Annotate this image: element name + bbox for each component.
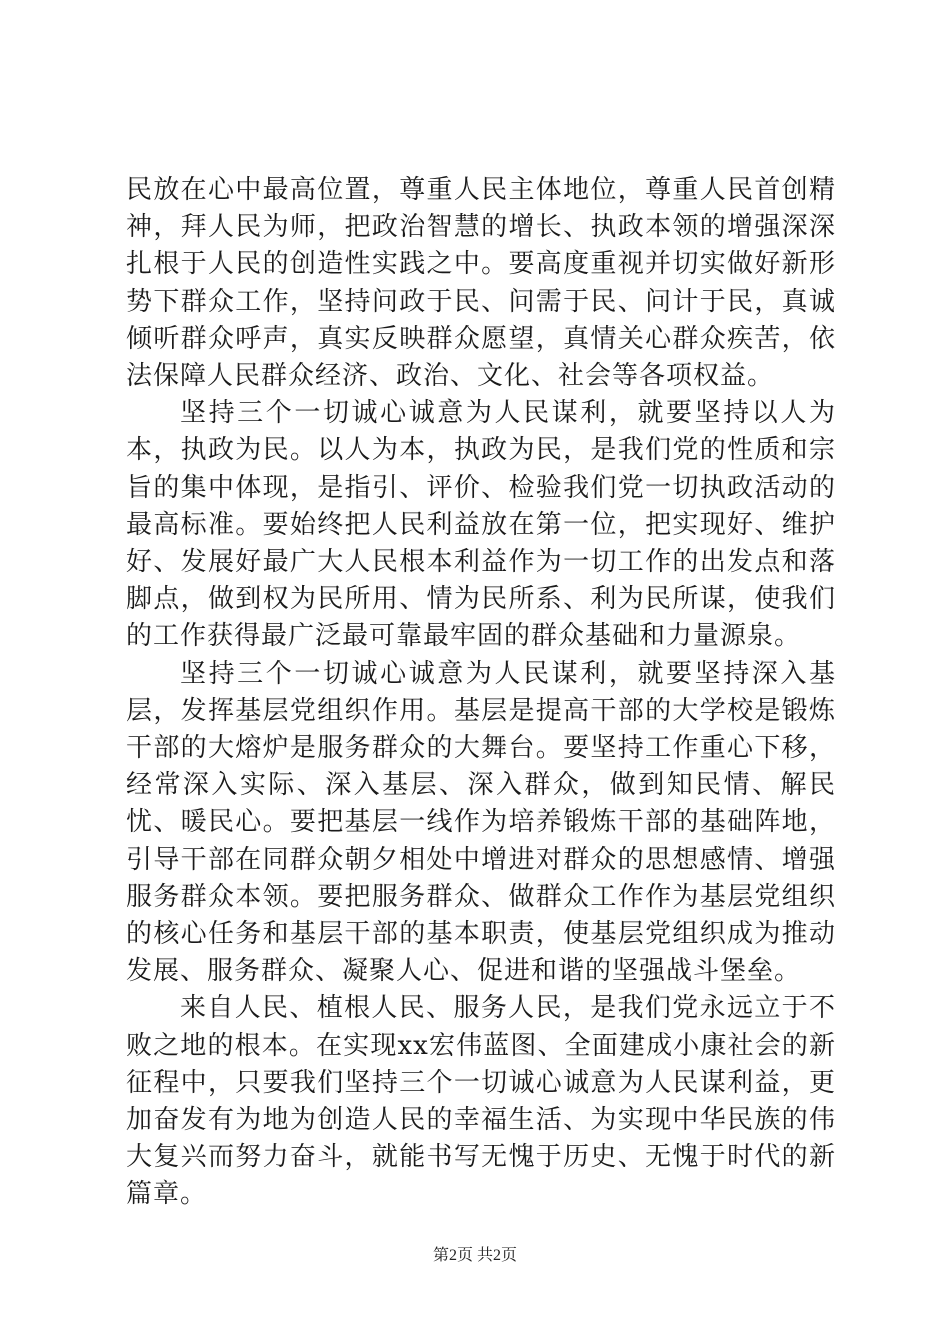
page-footer: 第2页 共2页: [432, 1247, 517, 1264]
paragraph-people-centered: 坚持三个一切诚心诚意为人民谋利，就要坚持以人为本，执政为民。以人为本，执政为民，是我们党的性质和宗旨的集中体现，是指引、评价、检验我们党一切执政活动的最高标准。要始终把人民利益放在第一位，把实现好、维护好、发展好最广大人民根本利益作为一切工作的出发点和落脚点，做到权为民所用、情为民所系、利为民所谋，使我们的工作获得最广泛最可靠最牢固的群众基础和力量源泉。: [126, 398, 836, 652]
paragraph-grassroots: 坚持三个一切诚心诚意为人民谋利，就要坚持深入基层，发挥基层党组织作用。基层是提高干部的大学校是锻炼干部的大熔炉是服务群众的大舞台。要坚持工作重心下移，经常深入实际、深入基层、深入群众，做到知民情、解民忧、暖民心。要把基层一线作为培养锻炼干部的基础阵地，引导干部在同群众朝夕相处中增进对群众的思想感情、增强服务群众本领。要把服务群众、做群众工作作为基层党组织的核心任务和基层干部的基本职责，使基层党组织成为推动发展、服务群众、凝聚人心、促进和谐的坚强战斗堡垒。: [126, 658, 836, 987]
paragraph-conclusion: 来自人民、植根人民、服务人民，是我们党永远立于不败之地的根本。在实现xx宏伟蓝图、全面建成小康社会的新征程中，只要我们坚持三个一切诚心诚意为人民谋利益，更加奋发有为地为创造人民的幸福生活、为实现中华民族的伟大复兴而努力奋斗，就能书写无愧于历史、无愧于时代的新篇章。: [126, 993, 836, 1210]
paragraph-continued: 民放在心中最高位置，尊重人民主体地位，尊重人民首创精神，拜人民为师，把政治智慧的增长、执政本领的增强深深扎根于人民的创造性实践之中。要高度重视并切实做好新形势下群众工作，坚持问政于民、问需于民、问计于民，真诚倾听群众呼声，真实反映群众愿望，真情关心群众疾苦，依法保障人民群众经济、政治、文化、社会等各项权益。: [126, 175, 836, 392]
document-body: [126, 172, 836, 1214]
